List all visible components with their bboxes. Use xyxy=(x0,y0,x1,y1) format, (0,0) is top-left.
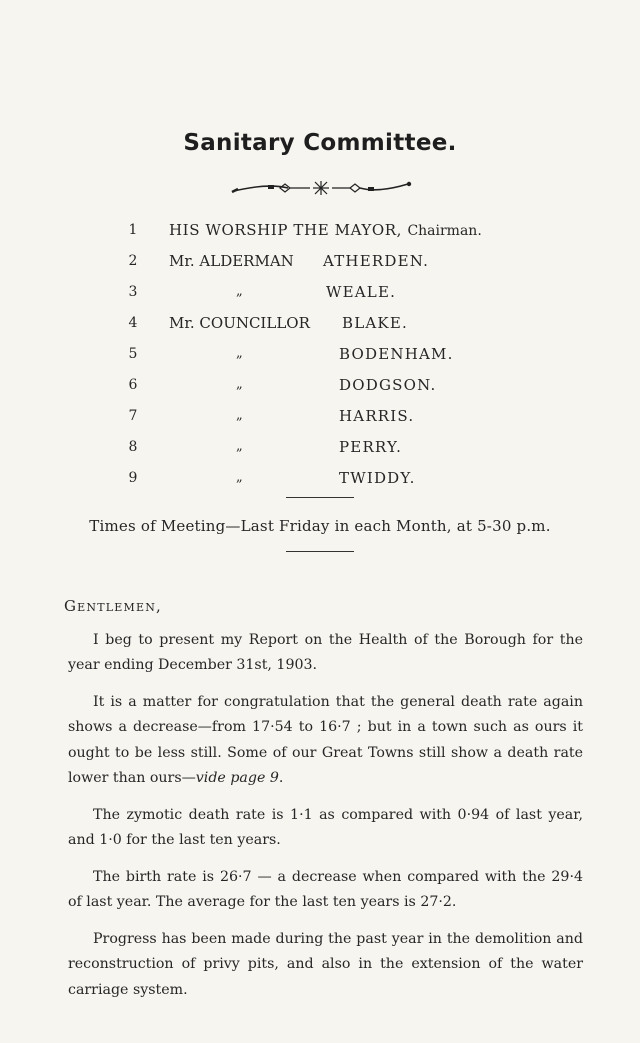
member-row xyxy=(0,248,640,274)
member-row xyxy=(0,279,640,305)
ditto-mark: „ xyxy=(236,284,242,299)
member-number: 3 xyxy=(128,284,138,300)
member-number: 7 xyxy=(128,408,138,424)
member-row xyxy=(0,217,640,243)
ditto-mark: „ xyxy=(236,470,242,485)
paragraph: The zymotic death rate is 1·1 as compared with 0·94 of last year, and 1·0 for the last ten years. xyxy=(68,806,583,848)
paragraph: Progress has been made during the past year in the demolition and reconstruction of privy pits, and also in the extension of the water carriage system. xyxy=(68,930,583,998)
ornament-divider-icon xyxy=(228,180,414,196)
divider xyxy=(286,551,354,552)
member-row xyxy=(0,372,640,398)
member-row xyxy=(0,341,640,367)
salutation: Gentlemen, xyxy=(64,597,162,615)
member-number: 4 xyxy=(128,315,138,331)
member-number: 5 xyxy=(128,346,138,362)
member-surname: DODGSON. xyxy=(339,376,437,394)
paragraph: I beg to present my Report on the Health of the Borough for the year ending December 31st, 1903. xyxy=(68,631,583,673)
member-row xyxy=(0,434,640,460)
member-number: 8 xyxy=(128,439,138,455)
member-surname: TWIDDY. xyxy=(339,469,416,487)
divider xyxy=(286,497,354,498)
page-reference: vide page 9 xyxy=(195,770,279,786)
member-number: 6 xyxy=(128,377,138,393)
page-title: Sanitary Committee. xyxy=(183,130,457,156)
ditto-mark: „ xyxy=(236,439,242,454)
member-number: 1 xyxy=(128,222,138,238)
member-surname: BODENHAM. xyxy=(339,345,454,363)
member-row xyxy=(0,403,640,429)
member-name: HIS WORSHIP THE MAYOR, Chairman. xyxy=(169,221,482,239)
ditto-mark: „ xyxy=(236,377,242,392)
member-surname: HARRIS. xyxy=(339,407,415,425)
member-number: 2 xyxy=(128,253,138,269)
member-surname: PERRY. xyxy=(339,438,403,456)
member-surname: WEALE. xyxy=(326,283,397,301)
member-title: Mr. COUNCILLOR xyxy=(169,314,310,332)
ditto-mark: „ xyxy=(236,408,242,423)
member-title: Mr. ALDERMAN xyxy=(169,252,294,270)
meeting-times: Times of Meeting—Last Friday in each Month, at 5-30 p.m. xyxy=(89,517,551,535)
member-row xyxy=(0,310,640,336)
report-body xyxy=(64,594,583,1003)
paragraph: It is a matter for congratulation that the general death rate again shows a decrease—from 17·54 to 16·7 ; but in a town such as ours it ought to be less still. Some of our Great Towns still show a death rate lower than ours—vide page 9. xyxy=(68,693,583,786)
member-number: 9 xyxy=(128,470,138,486)
member-surname: ATHERDEN. xyxy=(323,252,430,270)
ditto-mark: „ xyxy=(236,346,242,361)
paragraph: The birth rate is 26·7 — a decrease when compared with the 29·4 of last year. The average for the last ten years is 27·2. xyxy=(68,868,583,910)
member-row xyxy=(0,465,640,491)
member-surname: BLAKE. xyxy=(342,314,408,332)
